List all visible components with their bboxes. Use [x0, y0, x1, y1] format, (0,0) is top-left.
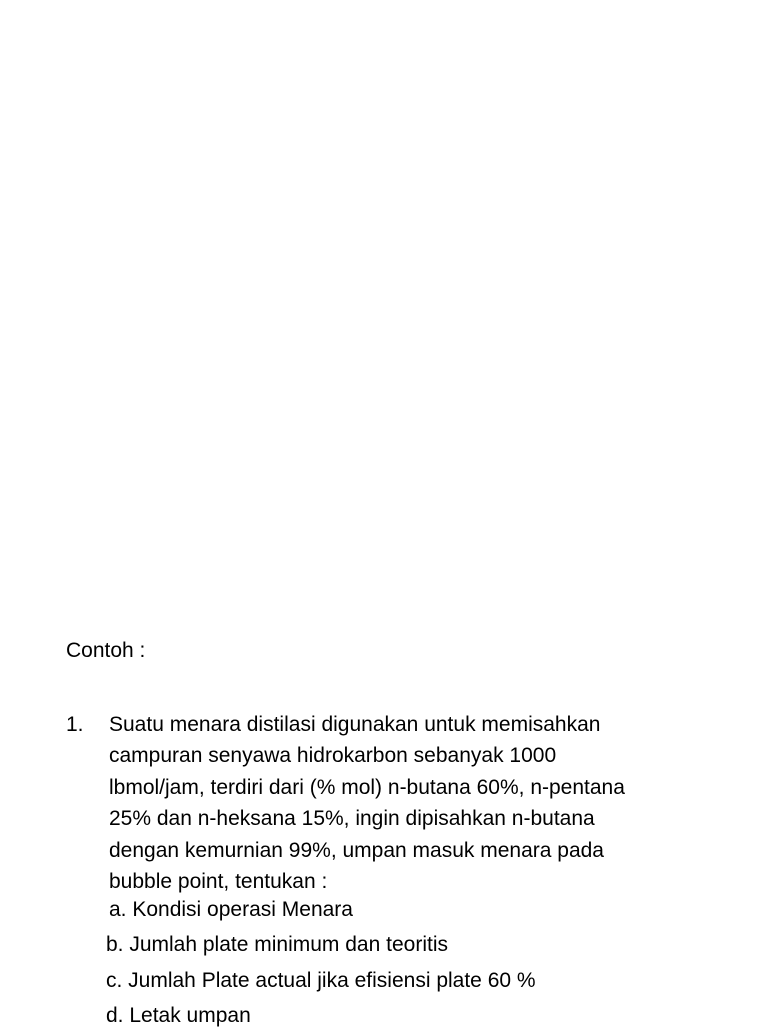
- problem-line: 25% dan n-heksana 15%, ingin dipisahkan n-butana: [109, 807, 595, 831]
- sub-item-a: a. Kondisi operasi Menara: [109, 898, 353, 921]
- problem-line: Suatu menara distilasi digunakan untuk memisahkan: [109, 713, 601, 736]
- problem-line: lbmol/jam, terdiri dari (% mol) n-butana 60%, n-pentana: [109, 775, 625, 799]
- heading-contoh: Contoh :: [66, 639, 146, 662]
- problem-line: dengan kemurnian 99%, umpan masuk menara pada: [109, 838, 604, 862]
- problem-line: campuran senyawa hidrokarbon sebanyak 1000: [109, 744, 557, 768]
- sub-item-b: b. Jumlah plate minimum dan teoritis: [106, 933, 448, 956]
- problem-line: bubble point, tentukan :: [109, 870, 328, 894]
- problem-statement: [109, 709, 709, 897]
- problem-number: 1.: [66, 713, 84, 736]
- sub-item-d: d. Letak umpan: [106, 1004, 251, 1027]
- sub-item-c: c. Jumlah Plate actual jika efisiensi plate 60 %: [106, 969, 536, 992]
